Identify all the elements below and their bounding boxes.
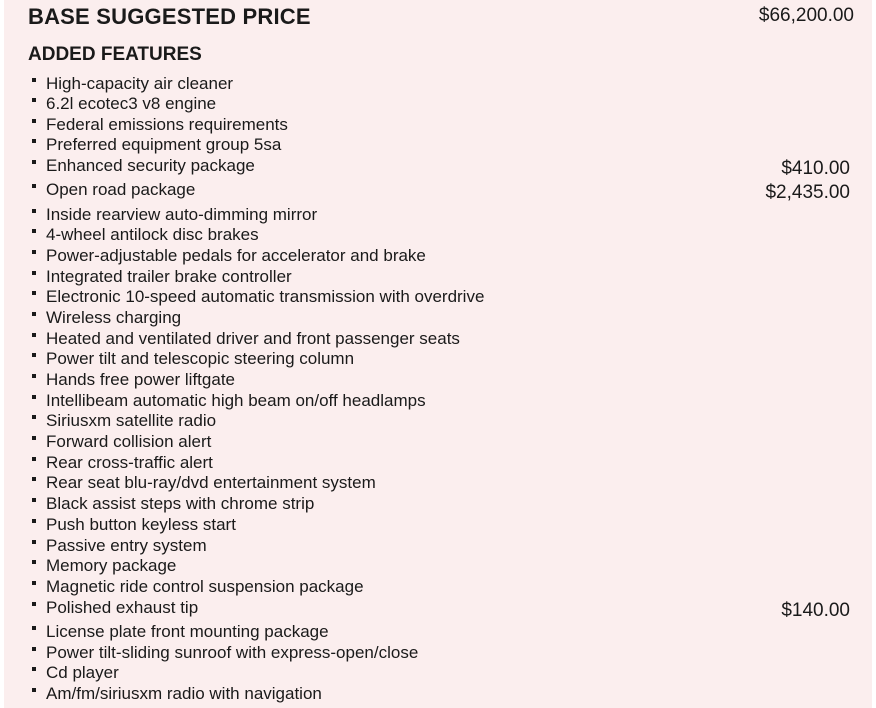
feature-item [0, 643, 876, 663]
bullet-icon [32, 436, 36, 440]
feature-name: Inside rearview auto-dimming mirror [46, 205, 318, 224]
feature-item [0, 329, 876, 349]
feature-price: $2,435.00 [765, 182, 850, 203]
feature-name: License plate front mounting package [46, 622, 329, 641]
feature-item [0, 473, 876, 493]
bullet-icon [32, 498, 36, 502]
feature-item [0, 577, 876, 597]
feature-name: Cd player [46, 663, 119, 682]
feature-item [0, 74, 876, 94]
feature-name: Polished exhaust tip [46, 598, 199, 617]
feature-name: Open road package [46, 180, 196, 199]
base-price-row [28, 4, 854, 32]
feature-name: Preferred equipment group 5sa [46, 135, 282, 154]
bullet-icon [32, 560, 36, 564]
feature-price: $410.00 [781, 158, 850, 179]
bullet-icon [32, 229, 36, 233]
feature-item [0, 156, 876, 179]
bullet-icon [32, 457, 36, 461]
bullet-icon [32, 602, 36, 606]
bullet-icon [32, 519, 36, 523]
feature-name: Power-adjustable pedals for accelerator and brake [46, 246, 426, 265]
bullet-icon [32, 78, 36, 82]
feature-name: Hands free power liftgate [46, 370, 235, 389]
feature-name: Push button keyless start [46, 515, 236, 534]
feature-name: Integrated trailer brake controller [46, 267, 292, 286]
bullet-icon [32, 209, 36, 213]
feature-name: Siriusxm satellite radio [46, 411, 217, 430]
feature-item [0, 115, 876, 135]
feature-item [0, 598, 876, 621]
feature-item [0, 432, 876, 452]
bullet-icon [32, 160, 36, 164]
feature-name: Memory package [46, 556, 177, 575]
feature-name: Magnetic ride control suspension package [46, 577, 364, 596]
feature-item [0, 308, 876, 328]
feature-item [0, 225, 876, 245]
bullet-icon [32, 477, 36, 481]
feature-name: Federal emissions requirements [46, 115, 288, 134]
added-features-heading: ADDED FEATURES [28, 44, 202, 65]
bullet-icon [32, 139, 36, 143]
bullet-icon [32, 374, 36, 378]
feature-name: Enhanced security package [46, 156, 255, 175]
feature-name: Heated and ventilated driver and front passenger seats [46, 329, 460, 348]
feature-name: Am/fm/siriusxm radio with navigation [46, 684, 322, 703]
feature-item [0, 370, 876, 390]
bullet-icon [32, 626, 36, 630]
feature-name: 4-wheel antilock disc brakes [46, 225, 259, 244]
bullet-icon [32, 688, 36, 692]
feature-item [0, 349, 876, 369]
feature-name: High-capacity air cleaner [46, 74, 234, 93]
base-price-value: $66,200.00 [758, 5, 854, 26]
feature-name: Power tilt-sliding sunroof with express-open/close [46, 643, 419, 662]
feature-item [0, 391, 876, 411]
bullet-icon [32, 333, 36, 337]
feature-name: Black assist steps with chrome strip [46, 494, 315, 513]
feature-item [0, 494, 876, 514]
base-price-title: BASE SUGGESTED PRICE [28, 4, 311, 29]
feature-name: Power tilt and telescopic steering column [46, 349, 355, 368]
bullet-icon [32, 415, 36, 419]
bullet-icon [32, 581, 36, 585]
feature-item [0, 135, 876, 155]
feature-item [0, 684, 876, 704]
feature-item [0, 536, 876, 556]
feature-item [0, 205, 876, 225]
feature-name: Rear seat blu-ray/dvd entertainment system [46, 473, 376, 492]
feature-name: Passive entry system [46, 536, 207, 555]
bullet-icon [32, 119, 36, 123]
bullet-icon [32, 291, 36, 295]
feature-item [0, 94, 876, 114]
feature-item [0, 246, 876, 266]
bullet-icon [32, 312, 36, 316]
feature-name: Rear cross-traffic alert [46, 453, 213, 472]
feature-name: 6.2l ecotec3 v8 engine [46, 94, 217, 113]
feature-item [0, 411, 876, 431]
feature-price: $140.00 [781, 600, 850, 621]
bullet-icon [32, 250, 36, 254]
feature-name: Wireless charging [46, 308, 182, 327]
bullet-icon [32, 271, 36, 275]
feature-name: Intellibeam automatic high beam on/off headlamps [46, 391, 426, 410]
feature-item [0, 515, 876, 535]
feature-item [0, 180, 876, 203]
bullet-icon [32, 98, 36, 102]
bullet-icon [32, 184, 36, 188]
feature-name: Electronic 10-speed automatic transmission with overdrive [46, 287, 485, 306]
bullet-icon [32, 353, 36, 357]
feature-item [0, 622, 876, 642]
feature-item [0, 556, 876, 576]
feature-item [0, 287, 876, 307]
bullet-icon [32, 647, 36, 651]
bullet-icon [32, 395, 36, 399]
feature-item [0, 267, 876, 287]
feature-item [0, 663, 876, 683]
bullet-icon [32, 540, 36, 544]
feature-item [0, 453, 876, 473]
bullet-icon [32, 667, 36, 671]
feature-name: Forward collision alert [46, 432, 212, 451]
